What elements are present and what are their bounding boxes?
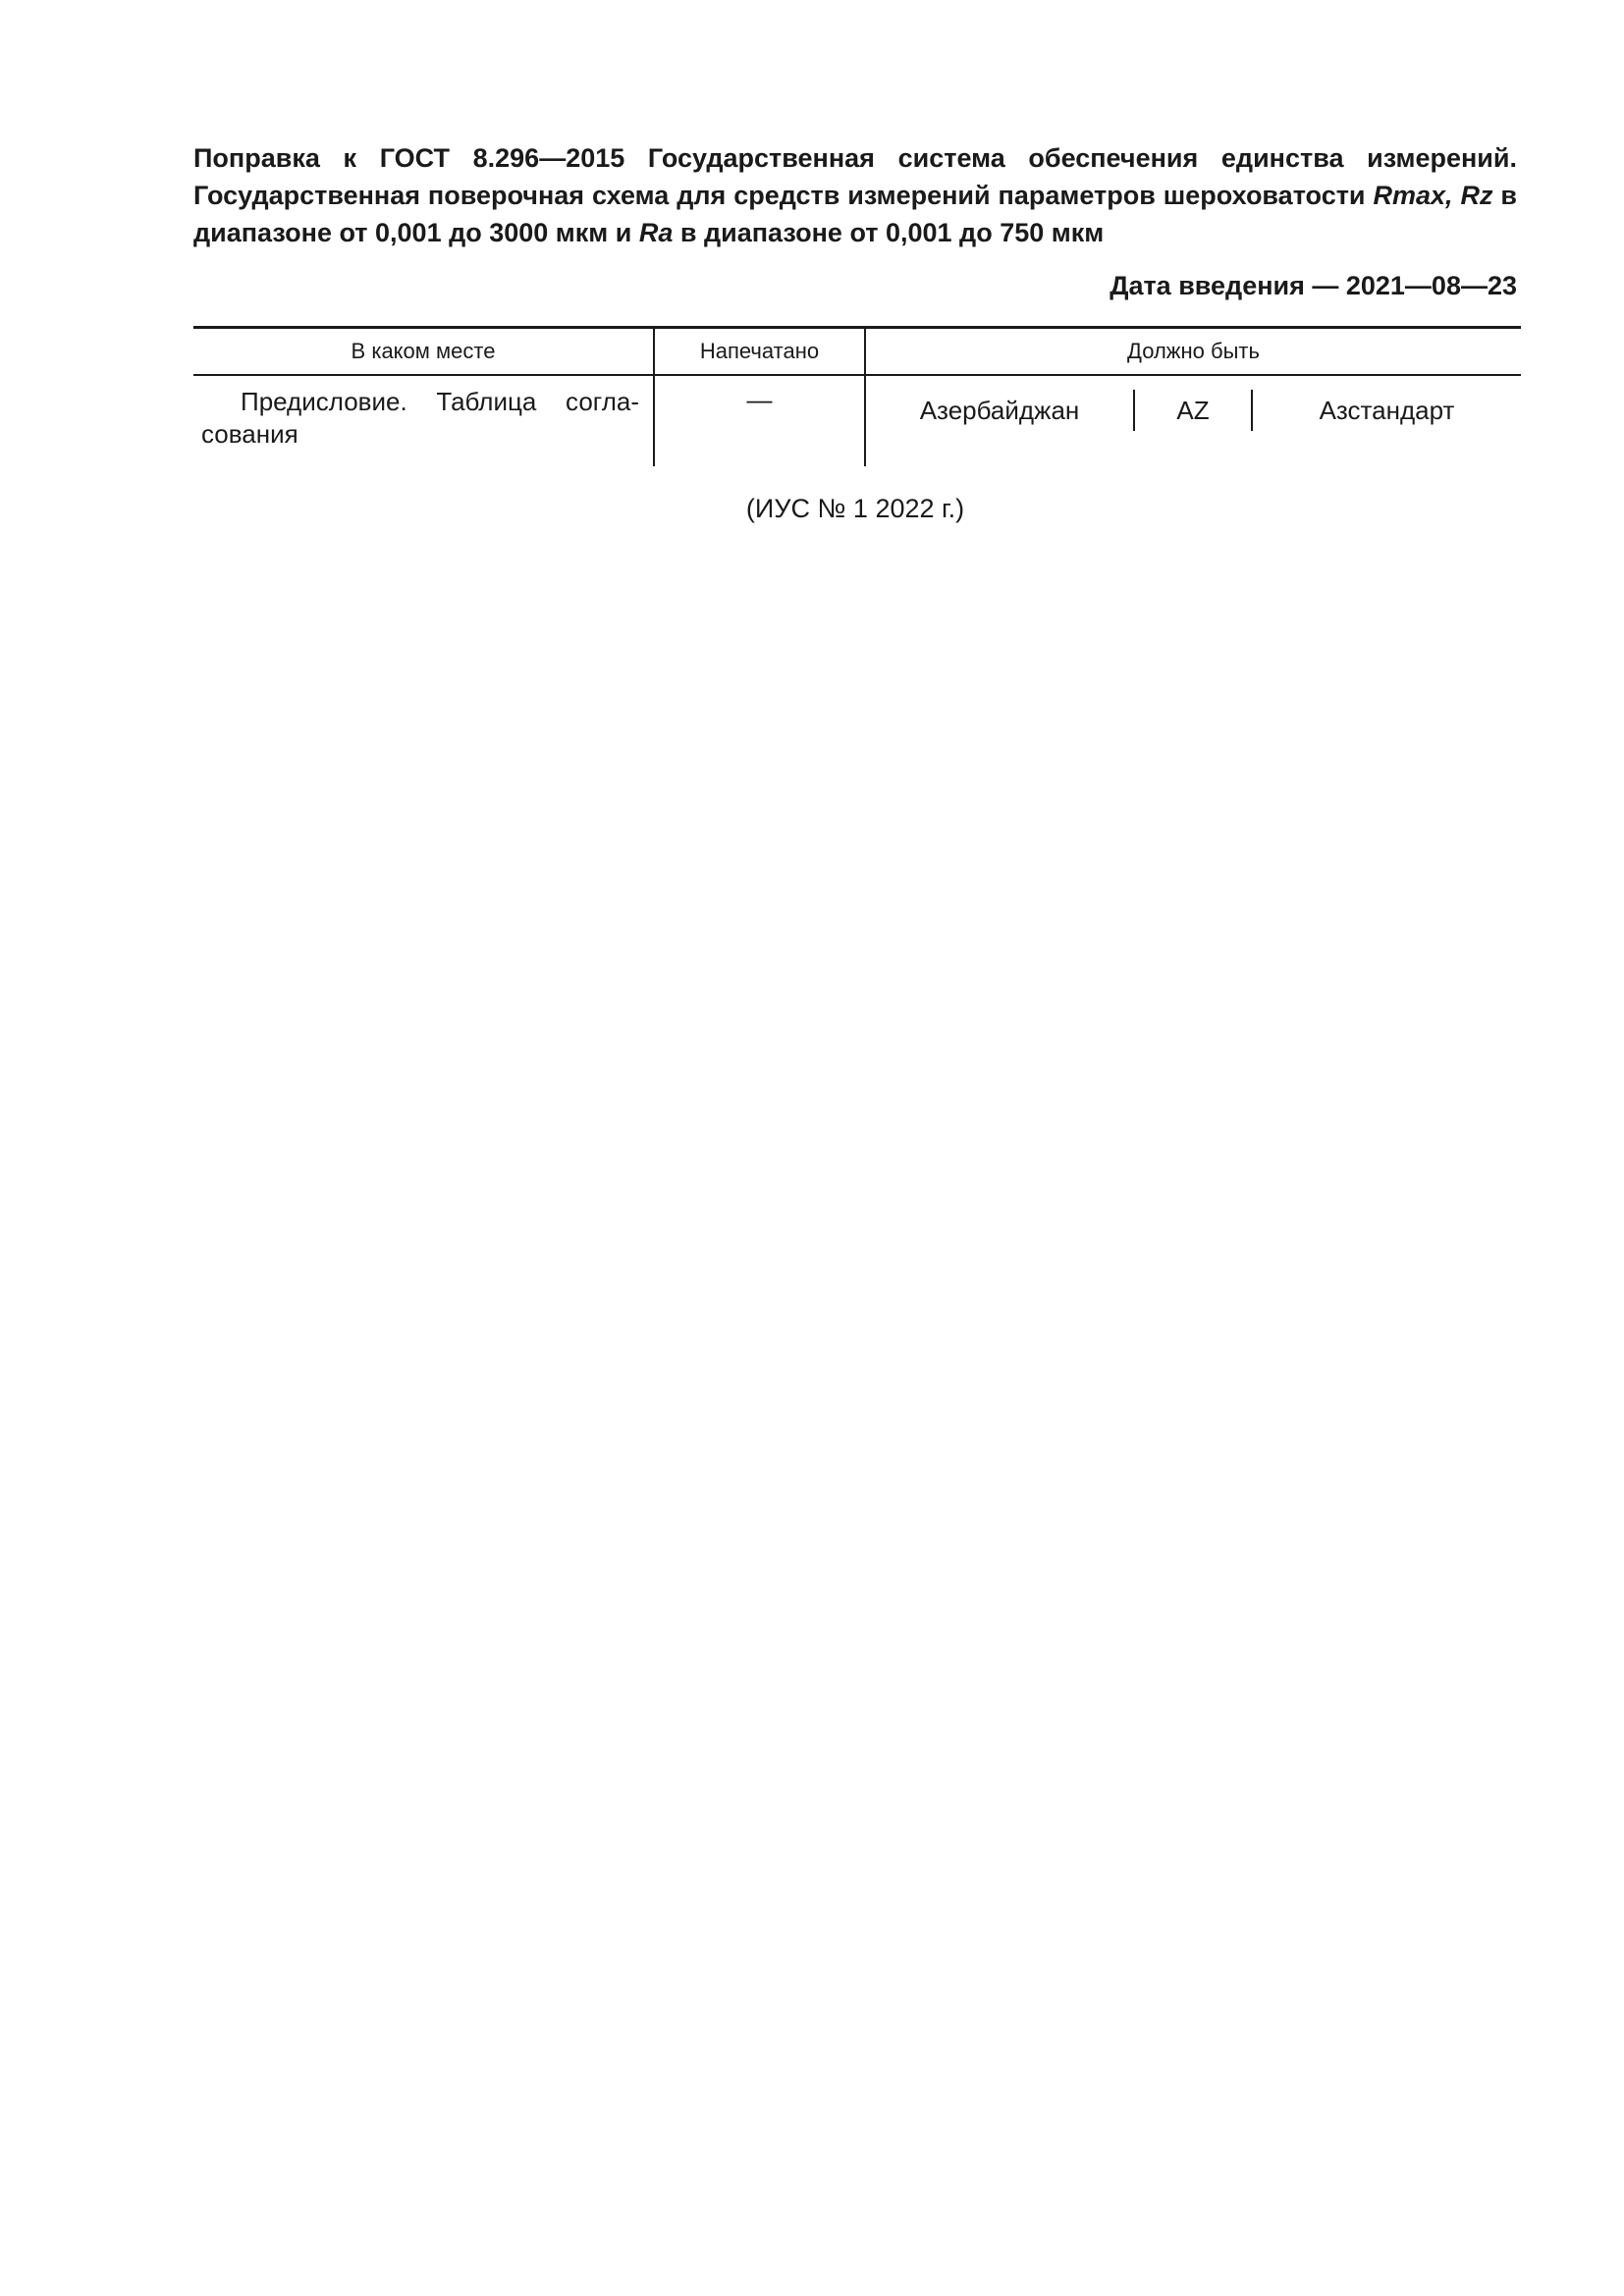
introduction-date: Дата введения — 2021—08—23 [1110, 271, 1517, 300]
header-place: В каком месте [193, 328, 654, 376]
correction-table [193, 326, 1521, 466]
cell-place [193, 375, 654, 466]
should-be-country: Азербайджан [919, 395, 1080, 425]
cell-should-be [865, 375, 1521, 466]
cell-printed [654, 375, 865, 466]
header-printed: Напечатано [654, 328, 865, 376]
cell-printed-text: — [746, 385, 773, 414]
title-italic-ra: Ra [638, 218, 674, 247]
cell-place-text: Предисловие. Таблица согласования [201, 387, 639, 449]
source-reference: (ИУС № 1 2022 г.) [745, 494, 965, 523]
document-title [193, 139, 1517, 251]
title-text-2: в диапазоне от 0,001 до 3000 мкм и [193, 181, 1517, 247]
table-row [193, 375, 1521, 466]
header-should-be: Должно быть [865, 328, 1521, 376]
should-be-subtable [866, 390, 1521, 431]
title-text-3: в диапазоне от 0,001 до 750 мкм [673, 218, 1105, 247]
should-be-code: AZ [1133, 390, 1253, 431]
title-italic-rmax-rz: Rmax, Rz [1373, 181, 1493, 210]
title-text-1: Поправка к ГОСТ 8.296—2015 Государственная система обеспечения единства измерений. Государственная поверочная схема для средств измерений параметров шероховатости [193, 143, 1517, 210]
document-page [193, 139, 1517, 524]
should-be-agency: Азстандарт [1319, 395, 1455, 425]
table-header-row [193, 328, 1521, 376]
